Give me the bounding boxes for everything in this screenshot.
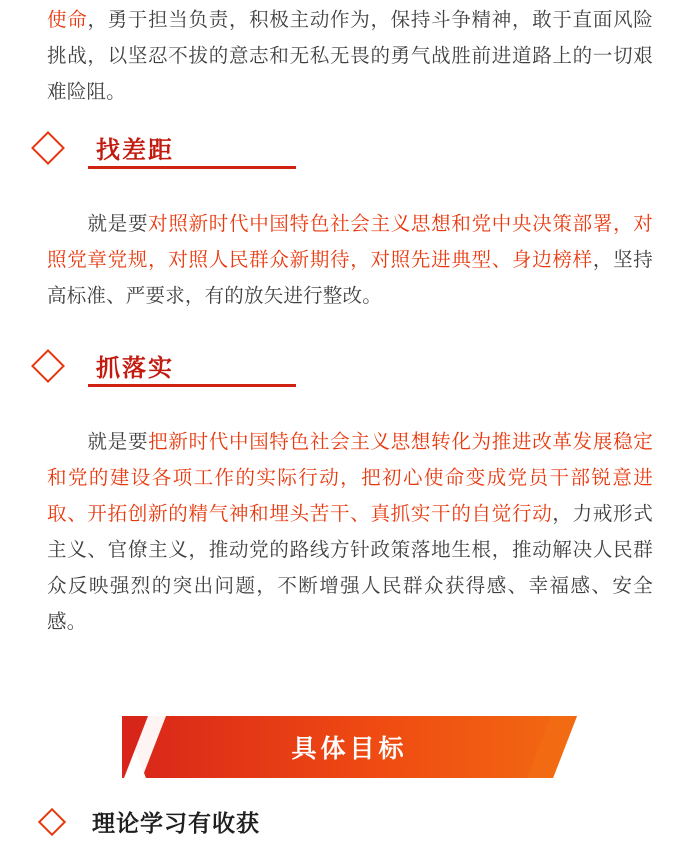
section-title: 抓落实 — [96, 355, 174, 382]
banner-label: 具体目标 — [291, 735, 408, 763]
section-body-zhualuoshi — [47, 424, 653, 640]
top-paragraph-text — [47, 2, 653, 110]
section-underline — [88, 384, 296, 387]
section-title: 找差距 — [96, 137, 174, 164]
paragraph-lead: 就是要 — [87, 213, 149, 235]
top-paragraph-line1: ，勇于担当负责，积极主动作为，保持斗争精神，敢于 — [87, 9, 573, 31]
top-paragraph-red-lead: 使命 — [47, 9, 88, 31]
section-heading-zhaochaju — [36, 130, 656, 176]
paragraph-tail: ，力戒形式主义、官僚主义，推动党的路线方针政策落地生根，推动解决人民群众反映强烈的突出问题，不断增强人民群众获得感、幸福感、安全感。 — [47, 503, 653, 633]
paragraph-lead: 就是要 — [87, 431, 149, 453]
diamond-icon — [31, 349, 65, 383]
banner-juti-mubiao — [122, 716, 577, 778]
diamond-icon — [31, 131, 65, 165]
section-body-zhaochaju — [47, 206, 653, 314]
subheading-lilun-xuexi — [36, 802, 656, 842]
paragraph-tail: ，坚持高标准、严要求，有的放矢进行整改。 — [47, 249, 653, 307]
diamond-icon — [38, 808, 66, 836]
paragraph-emphasis: 对照新时代中国特色社会主义思想和党中央决策部署，对照党章党规，对照人民群众新期待，对照先进典型、身边榜样 — [47, 213, 653, 271]
section-underline — [88, 166, 296, 169]
section-heading-zhualuoshi — [36, 348, 656, 394]
section-paragraph — [47, 206, 653, 314]
top-paragraph-line2: 直面风险挑战，以坚忍不拔的意志和无私无畏的勇气战胜前 — [47, 9, 653, 67]
subheading-label: 理论学习有收获 — [92, 810, 260, 836]
top-paragraph-line3: 进道路上的一切艰难险阻。 — [47, 45, 653, 103]
top-paragraph — [47, 2, 653, 110]
section-paragraph — [47, 424, 653, 640]
paragraph-emphasis: 把新时代中国特色社会主义思想转化为推进改革发展稳定和党的建设各项工作的实际行动，把初心使命变成党员干部锐意进取、开拓创新的精气神和埋头苦干、真抓实干的自觉行动 — [47, 431, 653, 525]
